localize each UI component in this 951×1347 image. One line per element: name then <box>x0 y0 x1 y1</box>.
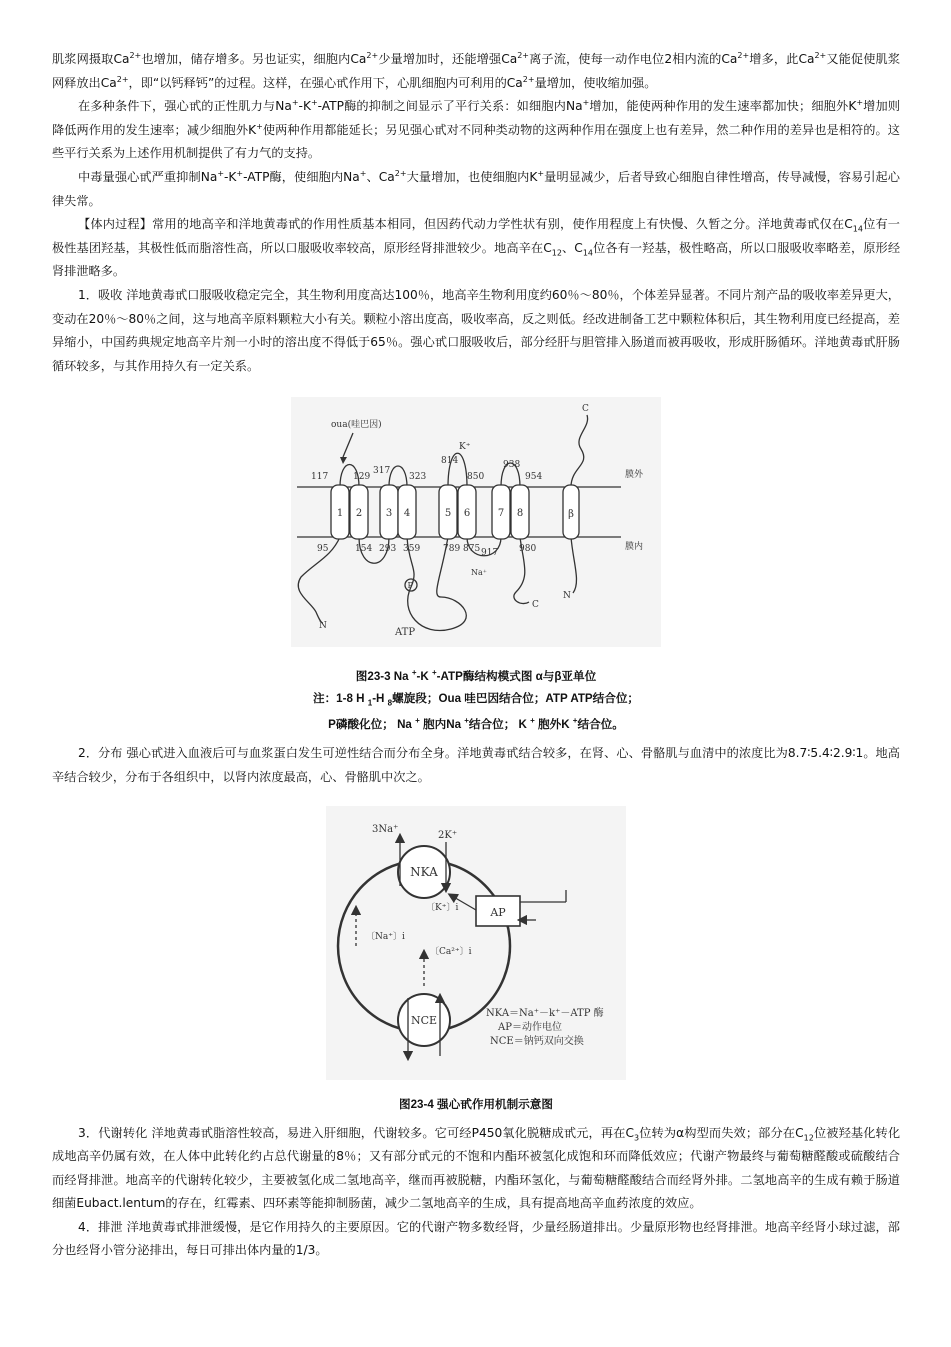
residue-top-814: 814 <box>441 456 459 467</box>
paragraph-excretion: 4．排泄 洋地黄毒甙排泄缓慢，是它作用持久的主要原因。它的代谢产物多数经肾，少量经肠道排出。少量原形物也经肾排泄。地高辛经肾小球过滤，部分也经肾小管分泌排出，每日可排出体内量的1/3。 <box>52 1219 900 1258</box>
residue-bottom-917: 917 <box>481 548 499 559</box>
figure2-caption: 图23-4 强心甙作用机制示意图 <box>399 1097 553 1111</box>
residue-bottom-154: 154 <box>355 544 373 555</box>
membrane-inside-label: 膜内 <box>625 542 644 553</box>
beta-c-terminus-label: C <box>582 404 589 415</box>
intracellular-k-label: 〔K⁺〕i <box>426 902 459 913</box>
figure1-caption-title: 图23-3 Na +-K +-ATP酶结构模式图 α与β亚单位 <box>355 668 597 684</box>
residue-bottom-293: 293 <box>379 544 397 555</box>
residue-bottom-359: 359 <box>403 544 421 555</box>
c-terminus-label: C <box>532 600 539 611</box>
nce-label: NCE <box>410 1013 438 1027</box>
paragraph-absorption: 1．吸收 洋地黄毒甙口服吸收稳定完全，其生物利用度高达100％，地高辛生物利用度约60％～80％，个体差异显著。不同片剂产品的吸收率差异更大，变动在20％～80％之间，这与地高辛原料颗粒大小有关。颗粒小溶出度高，吸收率高，反之则低。经改进制备工艺中颗粒体积后，其生物利用度已经提高，差异缩小，中国药典规定地高辛片剂一小时的溶出度不得低于65％。强心甙口服吸收后，部分经肝与胆管排入肠道而被再吸收，形成肝肠循环。洋地黄毒甙肝肠循环较多，与其作用持久有一定关系。 <box>52 287 900 373</box>
intracellular-na-label: 〔Na⁺〕i <box>366 931 405 942</box>
page-content <box>52 48 900 1263</box>
figure1-caption-note-cont: P磷酸化位； Na + 胞内Na +结合位； K + 胞外K +结合位。 <box>328 716 624 732</box>
na-k-atpase-diagram <box>291 397 661 647</box>
residue-top-954: 954 <box>525 472 543 483</box>
paragraph-parallel-relation: 在多种条件下，强心甙的正性肌力与Na+-K+-ATP酶的抑制之间显示了平行关系：如细胞内Na+增加，能使两种作用的发生速率都加快；细胞外K+增加则降低两作用的发生速率；减少细胞外K+使两种作用都能延长；另见强心甙对不同种类动物的这两种作用在强度上也有差异，然二种作用的差异也是相符的。这些平行关系为上述作用机制提供了有力气的支持。 <box>52 98 901 161</box>
three-na-label: 3Na⁺ <box>372 823 399 835</box>
residue-top-117: 117 <box>311 472 329 483</box>
paragraph-calcium-release: 肌浆网摄取$Ca^{2+}$也增加，储存增多。另也证实，细胞内$Ca^{2+}$少量增加时，还能增强$Ca^{2+}$离子流，使每一动作电位2相内流的$Ca^{2+}$增多，此$Ca^{2+}$又能促使肌浆网释放出$Ca^{2+}$，即“以钙释钙”的过程。这样，在强心甙作用下，心肌细胞内可利用的$Ca^{2+}$量增加，使收缩加强。 <box>52 50 901 90</box>
helix-number-3: 3 <box>385 508 393 520</box>
paragraph-toxic-dose: 中毒量强心甙严重抑制Na+-K+-ATP酶，使细胞内Na+、$Ca^{2+}$大量增加，也使细胞内K+量明显减少，后者导致心细胞自律性增高，传导减慢，容易引起心律失常。 <box>52 168 900 208</box>
residue-top-323: 323 <box>409 472 427 483</box>
figure-na-k-atpase-structure <box>291 397 661 647</box>
residue-bottom-980: 980 <box>519 544 537 555</box>
phosphorylation-p-label: P <box>407 581 413 591</box>
atp-label: ATP <box>395 627 416 639</box>
intracellular-ca-label: 〔Ca²⁺〕i <box>430 946 472 957</box>
paragraph-metabolism: 3．代谢转化 洋地黄毒甙脂溶性较高，易进入肝细胞，代谢较多。它可经P450氧化脱糖成甙元，再在$C_3$位转为α构型而失效；部分在$C_{12}$位被羟基化转化成地高辛仍属有效，在人体中此转化约占总代谢量的8％；又有部分甙元的不饱和内酯环被氢化成饱和环而降低效应；代谢产物最终与葡萄糖醛酸或硫酸结合而经肾排泄。地高辛的代谢转化较少，主要被氢化成二氢地高辛，继而再被脱糖，内酯环氢化，与葡萄糖醛酸结合而经肾外排。二氢地高辛的生成有赖于肠道细菌Eubact.lentum的存在，红霉素、四环素等能抑制肠菌，减少二氢地高辛的生成，具有提高地高辛血药浓度的效应。 <box>52 1125 901 1211</box>
beta-n-terminus-label: N <box>563 591 571 602</box>
residue-bottom-789: 789 <box>443 544 461 555</box>
membrane-outside-label: 膜外 <box>625 470 644 481</box>
residue-top-129: 129 <box>353 472 371 483</box>
beta-label: β <box>568 509 574 521</box>
helix-number-4: 4 <box>403 508 411 520</box>
nka-label: NKA <box>410 864 438 879</box>
helix-number-7: 7 <box>497 508 505 520</box>
k-plus-label: K⁺ <box>459 442 471 453</box>
legend-line-2: AP＝动作电位 <box>498 1021 562 1033</box>
helix-number-6: 6 <box>463 508 471 520</box>
residue-top-850: 850 <box>467 472 485 483</box>
n-terminus-label: N <box>319 621 327 632</box>
residue-bottom-875: 875 <box>463 544 481 555</box>
residue-top-317: 317 <box>373 466 391 477</box>
ap-label: AP <box>490 905 506 919</box>
paragraph-distribution: 2．分布 强心甙进入血液后可与血浆蛋白发生可逆性结合而分布全身。洋地黄毒甙结合较多，在肾、心、骨骼肌与血清中的浓度比为8.7∶5.4∶2.9∶1。地高辛结合较少，分布于各组织中，以肾内浓度最高，心、骨骼肌中次之。 <box>52 746 900 784</box>
residue-top-938: 938 <box>503 460 521 471</box>
figure-mechanism <box>326 806 626 1080</box>
two-k-label: 2K⁺ <box>438 829 458 841</box>
helix-number-2: 2 <box>355 508 363 520</box>
na-plus-label: Na⁺ <box>471 568 487 578</box>
paragraph-pharmacokinetics: 【体内过程】常用的地高辛和洋地黄毒甙的作用性质基本相同，但因药代动力学性状有别，使作用程度上有快慢、久暂之分。洋地黄毒甙仅在$C_{14}$位有一极性基团羟基，其极性低而脂溶性高，所以口服吸收率较高，原形经肾排泄较少。地高辛在$C_{12}$、$C_{14}$位各有一羟基，极性略高，所以口服吸收率略差，原形经肾排泄略多。 <box>52 217 901 279</box>
helix-number-8: 8 <box>516 508 524 520</box>
legend-line-1: NKA＝Na⁺－k⁺－ATP 酶 <box>486 1007 604 1019</box>
figure1-caption-note: 注：1-8 H $_1$-H $_8$螺旋段；Oua 哇巴因结合位；ATP ATP结合位； <box>312 692 640 708</box>
residue-bottom-95: 95 <box>317 544 329 555</box>
legend-line-3: NCE＝钠钙双向交换 <box>490 1035 584 1047</box>
ouabain-label: oua(哇巴因) <box>331 420 382 431</box>
mechanism-diagram <box>326 806 626 1080</box>
helix-number-5: 5 <box>444 508 452 520</box>
helix-number-1: 1 <box>336 508 344 520</box>
